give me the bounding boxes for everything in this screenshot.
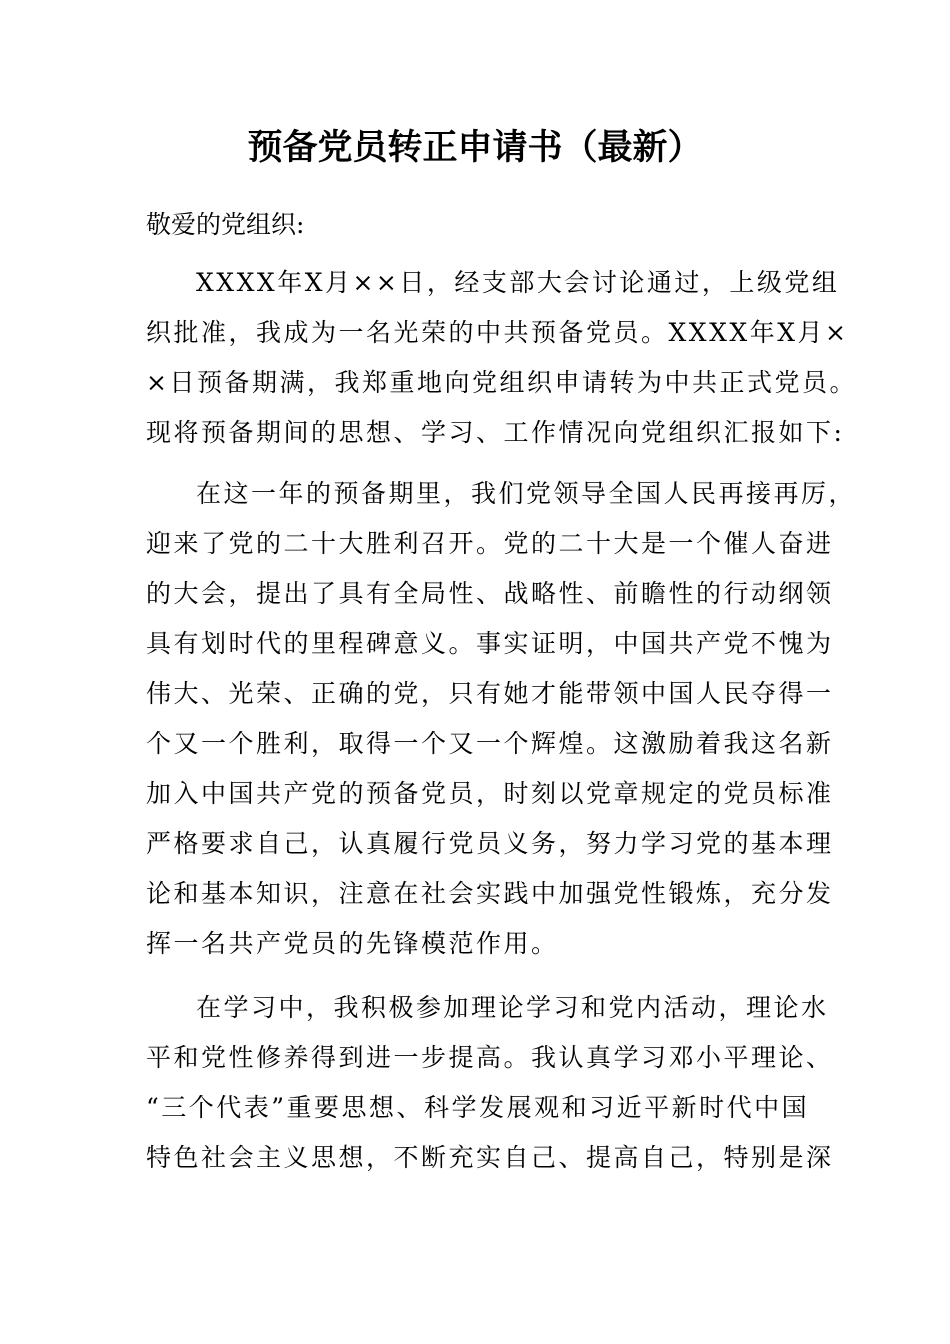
paragraph-line: 织批准，我成为一名光荣的中共预备党员。XXXX年X月× <box>146 318 849 347</box>
paragraph-line: 加入中国共产党的预备党员，时刻以党章规定的党员标准 <box>146 779 834 808</box>
paragraph-line: 挥一名共产党员的先锋模范作用。 <box>146 929 559 958</box>
paragraph-line: 具有划时代的里程碑意义。事实证明，中国共产党不愧为 <box>146 629 834 658</box>
paragraph-line: 迎来了党的二十大胜利召开。党的二十大是一个催人奋进 <box>146 529 834 558</box>
paragraph-3 <box>146 983 834 1183</box>
paragraph-2 <box>146 469 857 969</box>
paragraph-line: 平和党性修养得到进一步提高。我认真学习邓小平理论、 <box>146 1043 834 1072</box>
paragraph-line: 论和基本知识，注意在社会实践中加强党性锻炼，充分发 <box>146 879 834 908</box>
paragraph-line: 个又一个胜利，取得一个又一个辉煌。这激励着我这名新 <box>146 729 834 758</box>
document-title: 预备党员转正申请书（最新） <box>247 127 703 168</box>
paragraph-line: ×日预备期满，我郑重地向党组织申请转为中共正式党员。 <box>146 368 857 397</box>
paragraph-line: XXXX年X月××日，经支部大会讨论通过，上级党组 <box>196 268 840 297</box>
paragraph-line: 在这一年的预备期里，我们党领导全国人民再接再厉， <box>196 479 857 508</box>
paragraph-line: 的大会，提出了具有全局性、战略性、前瞻性的行动纲领 <box>146 579 834 608</box>
paragraph-line: 现将预备期间的思想、学习、工作情况向党组织汇报如下: <box>146 418 845 447</box>
paragraph-line: 在学习中，我积极参加理论学习和党内活动，理论水 <box>196 993 829 1022</box>
paragraph-line: 严格要求自己，认真履行党员义务，努力学习党的基本理 <box>146 829 834 858</box>
greeting: 敬爱的党组织: <box>146 210 305 239</box>
paragraph-line: 特色社会主义思想，不断充实自己、提高自己，特别是深 <box>146 1143 834 1172</box>
paragraph-1 <box>146 258 857 458</box>
paragraph-line: “三个代表”重要思想、科学发展观和习近平新时代中国 <box>146 1093 810 1122</box>
paragraph-line: 伟大、光荣、正确的党，只有她才能带领中国人民夺得一 <box>146 679 834 708</box>
